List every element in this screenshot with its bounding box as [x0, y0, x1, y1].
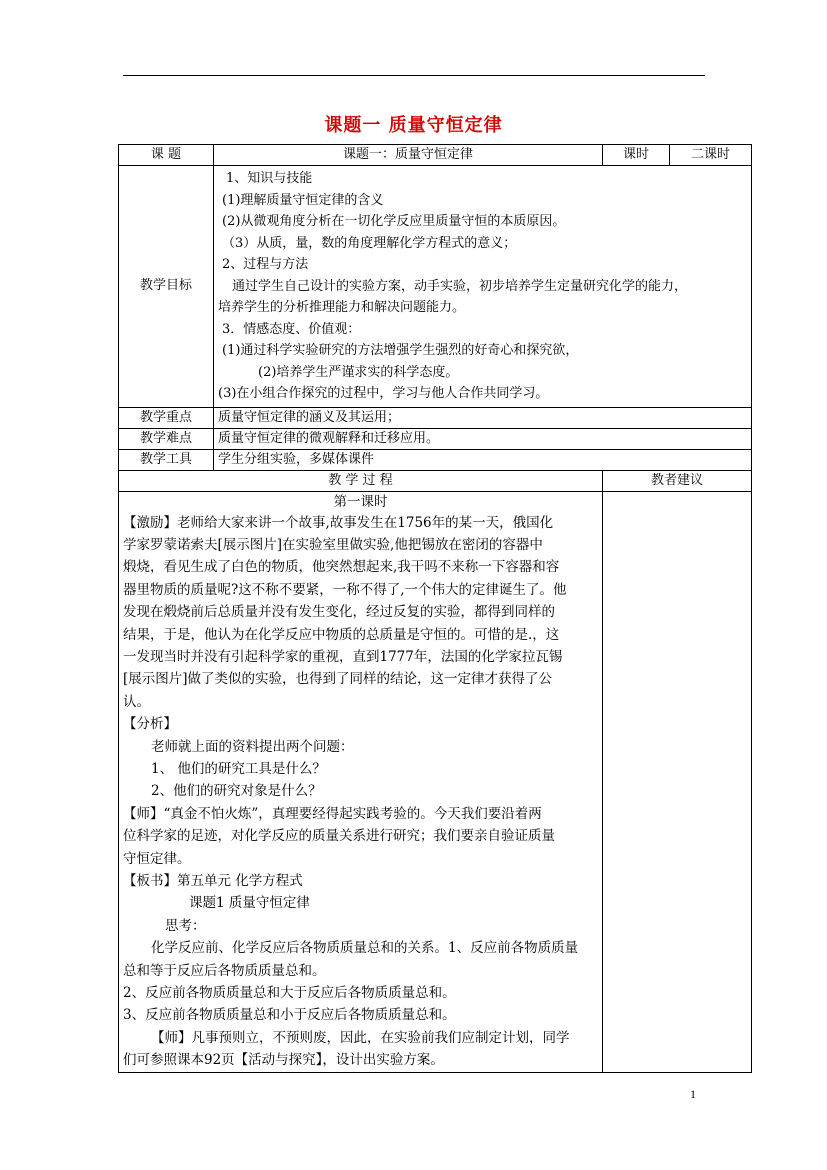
process-line: 守恒定律。 — [123, 850, 191, 867]
process-line: 老师就上面的资料提出两个问题： — [151, 738, 354, 755]
process-line: 结果，于是，他认为在化学反应中物质的总质量是守恒的。可惜的是.，这 — [123, 626, 560, 643]
process-line: 【板书】第五单元 化学方程式 — [123, 873, 303, 889]
hours-value: 二课时 — [670, 145, 752, 166]
process-line: 【师】“真金不怕火炼”，真理要经得起实践考验的。今天我们要沿着两 — [123, 805, 542, 822]
process-line: 学家罗蒙诺索夫[展示图片]在实验室里做实验,他把锡放在密闭的容器中 — [123, 536, 543, 553]
row-tools — [119, 449, 752, 470]
process-line: [展示图片]做了类似的实验，也得到了同样的结论，这一定律才获得了公 — [123, 671, 553, 688]
goal-line: 2、过程与方法 — [222, 257, 309, 272]
goal-line: （3）从质，量，数的角度理解化学方程式的意义； — [222, 235, 517, 251]
process-content — [119, 491, 603, 1072]
period-heading: 第一课时 — [333, 493, 388, 510]
goals-content — [214, 166, 752, 408]
goal-line: (1)理解质量守恒定律的含义 — [222, 192, 384, 208]
goal-line: 通过学生自己设计的实验方案，动手实验，初步培养学生定量研究化学的能力， — [232, 278, 688, 294]
goal-line: 3．情感态度、价值观： — [222, 321, 361, 337]
process-line: 【激励】老师给大家来讲一个故事,故事发生在1756年的某一天，俄国化 — [123, 514, 554, 531]
process-line: 化学反应前、化学反应后各物质质量总和的关系。1、反应前各物质质量 — [151, 940, 579, 957]
process-header: 教 学 过 程 — [119, 470, 603, 491]
hours-label: 课时 — [603, 145, 670, 166]
process-line: 【师】凡事预则立，不预则废，因此，在实验前我们应制定计划，同学 — [151, 1029, 570, 1046]
process-line: 位科学家的足迹，对化学反应的质量关系进行研究；我们要亲自验证质量 — [123, 828, 555, 845]
topic-label: 课 题 — [119, 145, 214, 166]
process-line: 3、反应前各物质质量总和小于反应后各物质质量总和。 — [123, 1007, 456, 1024]
difficulties-label: 教学难点 — [119, 428, 214, 449]
lesson-plan-table — [118, 144, 752, 1073]
row-key-points — [119, 407, 752, 428]
key-points-label: 教学重点 — [119, 407, 214, 428]
row-process-header — [119, 470, 752, 491]
topic-value: 课题一：质量守恒定律 — [214, 145, 603, 166]
process-line: 认。 — [123, 693, 150, 710]
tools-label: 教学工具 — [119, 449, 214, 470]
process-line: 课题1 质量守恒定律 — [189, 895, 310, 912]
goal-line: (1)通过科学实验研究的方法增强学生强烈的好奇心和探究欲， — [222, 343, 579, 358]
document-title: 课题一 质量守恒定律 — [324, 115, 503, 136]
process-line: 2、反应前各物质质量总和大于反应后各物质质量总和。 — [123, 985, 456, 1002]
page-number: 1 — [690, 1087, 696, 1101]
header-rule — [123, 75, 705, 76]
goal-line: (3)在小组合作探究的过程中，学习与他人合作共同学习。 — [218, 386, 549, 401]
goal-line: 培养学生的分析推理能力和解决问题能力。 — [218, 300, 466, 315]
process-line: 发现在煅烧前后总质量并没有发生变化，经过反复的实验，都得到同样的 — [123, 604, 555, 621]
row-topic — [119, 145, 752, 166]
suggestion-cell — [603, 491, 752, 1072]
process-line: 总和等于反应后各物质质量总和。 — [123, 962, 326, 979]
process-line: 煅烧，看见生成了白色的物质，他突然想起来,我干吗不来称一下容器和容 — [123, 559, 560, 576]
tools-value: 学生分组实验，多媒体课件 — [214, 449, 752, 470]
process-line: 一发现当时并没有引起科学家的重视，直到1777年，法国的化学家拉瓦锡 — [123, 648, 563, 665]
process-line: 器里物质的质量呢?这不称不要紧，一称不得了,一个伟大的定律诞生了。他 — [123, 581, 567, 598]
process-line: 们可参照课本92页【活动与探究】，设计出实验方案。 — [123, 1052, 444, 1069]
difficulties-value: 质量守恒定律的微观解释和迁移应用。 — [214, 428, 752, 449]
goal-line: (2)从微观角度分析在一切化学反应里质量守恒的本质原因。 — [222, 214, 566, 229]
key-points-value: 质量守恒定律的涵义及其运用； — [214, 407, 752, 428]
process-line: 思考： — [165, 917, 206, 934]
process-line: 2、他们的研究对象是什么？ — [151, 783, 322, 800]
row-goals — [119, 166, 752, 408]
goal-line: (2)培养学生严谨求实的科学态度。 — [258, 364, 459, 380]
goal-line: 1、知识与技能 — [226, 171, 313, 186]
suggestion-header: 教者建议 — [603, 470, 752, 491]
row-process — [119, 491, 752, 1072]
process-line: 1、 他们的研究工具是什么？ — [151, 760, 326, 777]
row-difficulties — [119, 428, 752, 449]
goals-label: 教学目标 — [119, 166, 214, 408]
process-line: 【分析】 — [123, 716, 177, 733]
